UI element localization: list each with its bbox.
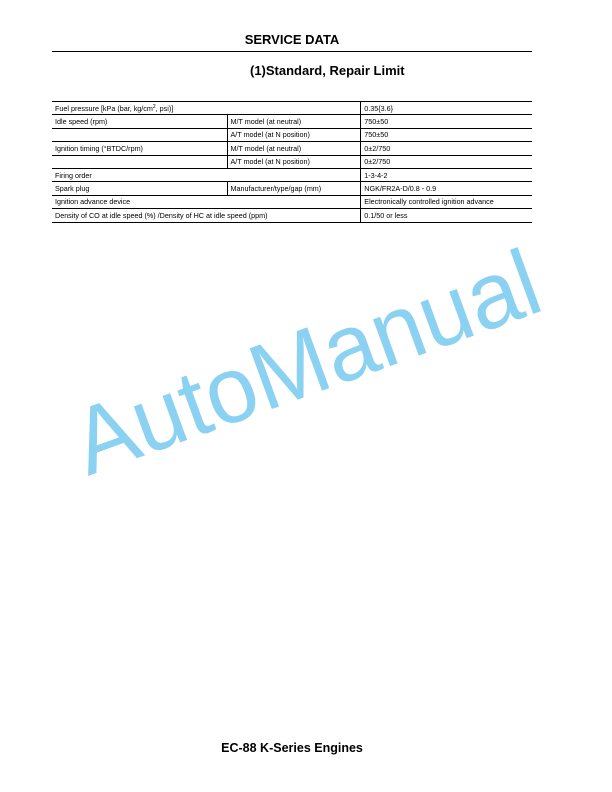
- cell-item: [52, 155, 227, 168]
- cell-condition: M/T model (at neutral): [227, 142, 361, 155]
- cell-item: Fuel pressure [kPa (bar, $kg/cm^2$, psi)]: [52, 102, 361, 115]
- table-row: [52, 102, 532, 115]
- cell-value: NGK/FR2A-D/0.8 - 0.9: [361, 182, 532, 195]
- cell-item: Ignition timing (°BTDC/rpm): [52, 142, 227, 155]
- cell-value: 0.35{3.6}: [361, 102, 532, 115]
- svg-text:AutoManual: AutoManual: [58, 224, 567, 495]
- cell-value: 0±2/750: [361, 155, 532, 168]
- cell-value: 0±2/750: [361, 142, 532, 155]
- page-footer: EC-88 K-Series Engines: [221, 741, 363, 755]
- cell-condition: M/T model (at neutral): [227, 115, 361, 128]
- service-data-table: [52, 101, 532, 223]
- section-title: (1)Standard, Repair Limit: [250, 63, 405, 78]
- table-row: [52, 155, 532, 168]
- cell-value: 0.1/50 or less: [361, 209, 532, 222]
- cell-item: Spark plug: [52, 182, 227, 195]
- cell-condition: A/T model (at N position): [227, 155, 361, 168]
- cell-item: Ignition advance device: [52, 195, 361, 208]
- table-row: [52, 115, 532, 128]
- cell-value: 750±50: [361, 115, 532, 128]
- table-row: [52, 168, 532, 181]
- cell-item: [52, 128, 227, 141]
- table-row: [52, 195, 532, 208]
- table-row: [52, 209, 532, 222]
- table-row: [52, 142, 532, 155]
- cell-item: Firing order: [52, 168, 361, 181]
- cell-value: Electronically controlled ignition advance: [361, 195, 532, 208]
- cell-condition: Manufacturer/type/gap (mm): [227, 182, 361, 195]
- cell-value: 750±50: [361, 128, 532, 141]
- cell-value: 1-3-4-2: [361, 168, 532, 181]
- table-row: [52, 182, 532, 195]
- cell-item: Idle speed (rpm): [52, 115, 227, 128]
- page-header-title: SERVICE DATA: [244, 32, 340, 47]
- cell-item: Density of CO at idle speed (%) /Density of HC at idle speed (ppm): [52, 209, 361, 222]
- cell-condition: A/T model (at N position): [227, 128, 361, 141]
- table-row: [52, 128, 532, 141]
- header-divider: [52, 51, 532, 52]
